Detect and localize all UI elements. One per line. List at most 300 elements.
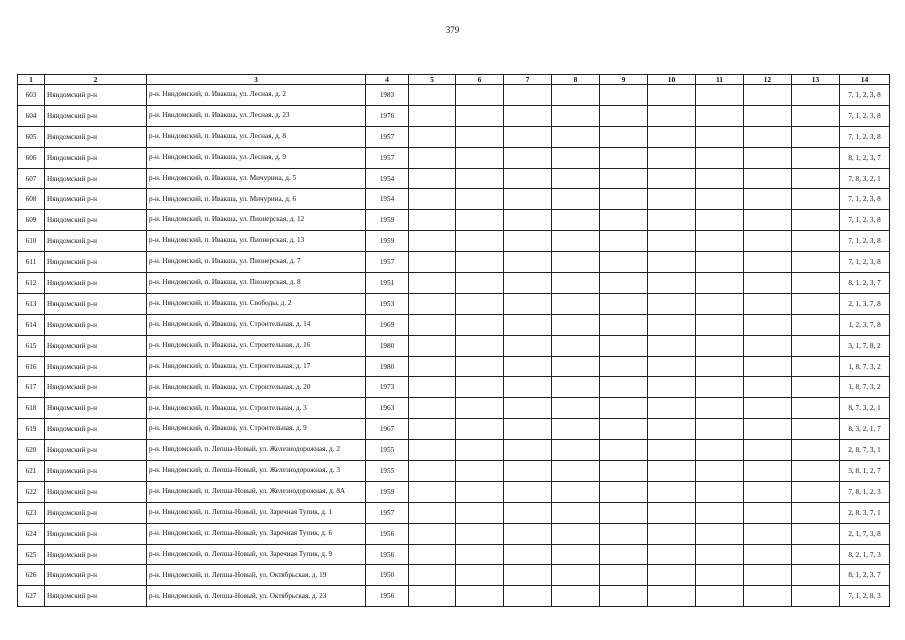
address-cell: р-н. Няндомский, п. Ивакша, ул. Лесная, д. 2 (147, 85, 366, 106)
table-body (18, 85, 890, 607)
empty-cell-col-9 (600, 544, 648, 565)
district-cell: Няндомский р-н (45, 544, 147, 565)
row-number: 604 (18, 105, 45, 126)
year-cell: 1959 (366, 210, 409, 231)
empty-cell-col-13 (792, 126, 840, 147)
empty-cell-col-7 (504, 419, 552, 440)
empty-cell-col-12 (744, 231, 792, 252)
empty-cell-col-7 (504, 544, 552, 565)
code-cell: 2, 1, 7, 3, 8 (840, 523, 890, 544)
empty-cell-col-12 (744, 419, 792, 440)
empty-cell-col-7 (504, 252, 552, 273)
empty-cell-col-11 (696, 481, 744, 502)
empty-cell-col-12 (744, 85, 792, 106)
empty-cell-col-9 (600, 481, 648, 502)
table-row (18, 565, 890, 586)
row-number: 620 (18, 440, 45, 461)
empty-cell-col-11 (696, 502, 744, 523)
empty-cell-col-10 (648, 461, 696, 482)
empty-cell-col-10 (648, 544, 696, 565)
code-cell: 7, 1, 2, 8, 3 (840, 586, 890, 607)
row-number: 618 (18, 398, 45, 419)
empty-cell-col-12 (744, 210, 792, 231)
year-cell: 1956 (366, 523, 409, 544)
district-cell: Няндомский р-н (45, 356, 147, 377)
empty-cell-col-13 (792, 293, 840, 314)
empty-cell-col-6 (456, 147, 504, 168)
empty-cell-col-11 (696, 147, 744, 168)
empty-cell-col-9 (600, 565, 648, 586)
year-cell: 1973 (366, 377, 409, 398)
address-cell: р-н. Няндомский, п. Ивакша, ул. Строительная, д. 3 (147, 398, 366, 419)
code-cell: 7, 1, 2, 3, 8 (840, 231, 890, 252)
empty-cell-col-7 (504, 85, 552, 106)
district-cell: Няндомский р-н (45, 231, 147, 252)
empty-cell-col-12 (744, 440, 792, 461)
district-cell: Няндомский р-н (45, 586, 147, 607)
code-cell: 8, 1, 2, 3, 7 (840, 565, 890, 586)
address-cell: р-н. Няндомский, п. Ивакша, ул. Лесная, д. 23 (147, 105, 366, 126)
address-cell: р-н. Няндомский, п. Лепша-Новый, ул. Железнодорожная, д. 3 (147, 461, 366, 482)
empty-cell-col-8 (552, 231, 600, 252)
empty-cell-col-8 (552, 189, 600, 210)
row-number: 621 (18, 461, 45, 482)
empty-cell-col-9 (600, 377, 648, 398)
district-cell: Няндомский р-н (45, 419, 147, 440)
empty-cell-col-6 (456, 273, 504, 294)
code-cell: 1, 8, 7, 3, 2 (840, 377, 890, 398)
empty-cell-col-8 (552, 544, 600, 565)
empty-cell-col-10 (648, 502, 696, 523)
empty-cell-col-13 (792, 189, 840, 210)
empty-cell-col-9 (600, 273, 648, 294)
empty-cell-col-10 (648, 440, 696, 461)
empty-cell-col-12 (744, 273, 792, 294)
year-cell: 1959 (366, 481, 409, 502)
empty-cell-col-12 (744, 502, 792, 523)
row-number: 607 (18, 168, 45, 189)
address-cell: р-н. Няндомский, п. Лепша-Новый, ул. Октябрьская, д. 19 (147, 565, 366, 586)
empty-cell-col-9 (600, 586, 648, 607)
empty-cell-col-5 (409, 189, 456, 210)
empty-cell-col-11 (696, 85, 744, 106)
empty-cell-col-5 (409, 126, 456, 147)
address-cell: р-н. Няндомский, п. Ивакша, ул. Пионерская, д. 13 (147, 231, 366, 252)
address-cell: р-н. Няндомский, п. Ивакша, ул. Мичурина, д. 5 (147, 168, 366, 189)
empty-cell-col-11 (696, 293, 744, 314)
district-cell: Няндомский р-н (45, 502, 147, 523)
empty-cell-col-6 (456, 210, 504, 231)
empty-cell-col-11 (696, 419, 744, 440)
address-cell: р-н. Няндомский, п. Ивакша, ул. Строительная, д. 16 (147, 335, 366, 356)
row-number: 612 (18, 273, 45, 294)
empty-cell-col-10 (648, 293, 696, 314)
empty-cell-col-11 (696, 377, 744, 398)
empty-cell-col-10 (648, 189, 696, 210)
empty-cell-col-10 (648, 377, 696, 398)
empty-cell-col-13 (792, 210, 840, 231)
empty-cell-col-6 (456, 231, 504, 252)
year-cell: 1969 (366, 314, 409, 335)
table-row (18, 523, 890, 544)
column-header-6: 6 (456, 75, 504, 85)
empty-cell-col-13 (792, 168, 840, 189)
empty-cell-col-7 (504, 440, 552, 461)
empty-cell-col-11 (696, 335, 744, 356)
empty-cell-col-5 (409, 168, 456, 189)
year-cell: 1976 (366, 105, 409, 126)
address-cell: р-н. Няндомский, п. Ивакша, ул. Строительная, д. 17 (147, 356, 366, 377)
empty-cell-col-11 (696, 565, 744, 586)
code-cell: 1, 8, 7, 3, 2 (840, 356, 890, 377)
address-cell: р-н. Няндомский, п. Ивакша, ул. Свободы, д. 2 (147, 293, 366, 314)
empty-cell-col-7 (504, 231, 552, 252)
column-header-11: 11 (696, 75, 744, 85)
table-row (18, 377, 890, 398)
address-cell: р-н. Няндомский, п. Лепша-Новый, ул. Октябрьская, д. 23 (147, 586, 366, 607)
empty-cell-col-5 (409, 502, 456, 523)
row-number: 619 (18, 419, 45, 440)
table-row (18, 273, 890, 294)
row-number: 611 (18, 252, 45, 273)
empty-cell-col-12 (744, 398, 792, 419)
empty-cell-col-10 (648, 419, 696, 440)
row-number: 610 (18, 231, 45, 252)
empty-cell-col-7 (504, 105, 552, 126)
code-cell: 7, 8, 3, 2, 1 (840, 168, 890, 189)
empty-cell-col-13 (792, 335, 840, 356)
empty-cell-col-11 (696, 105, 744, 126)
empty-cell-col-10 (648, 314, 696, 335)
empty-cell-col-13 (792, 440, 840, 461)
district-cell: Няндомский р-н (45, 85, 147, 106)
code-cell: 7, 1, 2, 3, 8 (840, 85, 890, 106)
empty-cell-col-9 (600, 502, 648, 523)
empty-cell-col-11 (696, 231, 744, 252)
empty-cell-col-13 (792, 502, 840, 523)
empty-cell-col-12 (744, 314, 792, 335)
empty-cell-col-5 (409, 231, 456, 252)
empty-cell-col-10 (648, 105, 696, 126)
empty-cell-col-13 (792, 147, 840, 168)
district-cell: Няндомский р-н (45, 252, 147, 273)
code-cell: 7, 1, 2, 3, 8 (840, 189, 890, 210)
empty-cell-col-12 (744, 377, 792, 398)
row-number: 625 (18, 544, 45, 565)
empty-cell-col-11 (696, 273, 744, 294)
empty-cell-col-10 (648, 210, 696, 231)
code-cell: 8, 3, 2, 1, 7 (840, 419, 890, 440)
empty-cell-col-6 (456, 398, 504, 419)
empty-cell-col-8 (552, 419, 600, 440)
district-cell: Няндомский р-н (45, 189, 147, 210)
address-cell: р-н. Няндомский, п. Лепша-Новый, ул. Заречная Тупик, д. 9 (147, 544, 366, 565)
table-row (18, 126, 890, 147)
empty-cell-col-7 (504, 461, 552, 482)
code-cell: 8, 1, 2, 3, 7 (840, 147, 890, 168)
empty-cell-col-10 (648, 85, 696, 106)
row-number: 615 (18, 335, 45, 356)
year-cell: 1980 (366, 335, 409, 356)
empty-cell-col-8 (552, 377, 600, 398)
empty-cell-col-5 (409, 586, 456, 607)
empty-cell-col-5 (409, 461, 456, 482)
table-row (18, 314, 890, 335)
empty-cell-col-11 (696, 189, 744, 210)
year-cell: 1956 (366, 586, 409, 607)
empty-cell-col-5 (409, 398, 456, 419)
code-cell: 2, 8, 3, 7, 1 (840, 502, 890, 523)
empty-cell-col-13 (792, 252, 840, 273)
code-cell: 3, 8, 1, 2, 7 (840, 461, 890, 482)
empty-cell-col-13 (792, 377, 840, 398)
column-header-5: 5 (409, 75, 456, 85)
code-cell: 7, 8, 1, 2, 3 (840, 481, 890, 502)
empty-cell-col-12 (744, 168, 792, 189)
table-row (18, 210, 890, 231)
column-header-2: 2 (45, 75, 147, 85)
empty-cell-col-6 (456, 440, 504, 461)
year-cell: 1959 (366, 231, 409, 252)
empty-cell-col-9 (600, 189, 648, 210)
row-number: 624 (18, 523, 45, 544)
empty-cell-col-6 (456, 293, 504, 314)
empty-cell-col-7 (504, 126, 552, 147)
empty-cell-col-6 (456, 586, 504, 607)
empty-cell-col-6 (456, 377, 504, 398)
empty-cell-col-5 (409, 252, 456, 273)
district-cell: Няндомский р-н (45, 398, 147, 419)
row-number: 627 (18, 586, 45, 607)
empty-cell-col-12 (744, 252, 792, 273)
empty-cell-col-10 (648, 586, 696, 607)
empty-cell-col-6 (456, 502, 504, 523)
empty-cell-col-5 (409, 293, 456, 314)
code-cell: 1, 2, 3, 7, 8 (840, 314, 890, 335)
empty-cell-col-13 (792, 523, 840, 544)
empty-cell-col-8 (552, 502, 600, 523)
empty-cell-col-6 (456, 419, 504, 440)
column-header-7: 7 (504, 75, 552, 85)
year-cell: 1957 (366, 126, 409, 147)
address-cell: р-н. Няндомский, п. Ивакша, ул. Строительная, д. 20 (147, 377, 366, 398)
empty-cell-col-9 (600, 85, 648, 106)
empty-cell-col-12 (744, 293, 792, 314)
empty-cell-col-10 (648, 398, 696, 419)
empty-cell-col-8 (552, 273, 600, 294)
empty-cell-col-7 (504, 147, 552, 168)
column-header-10: 10 (648, 75, 696, 85)
empty-cell-col-9 (600, 398, 648, 419)
empty-cell-col-10 (648, 126, 696, 147)
empty-cell-col-9 (600, 210, 648, 231)
table-row (18, 419, 890, 440)
table-row (18, 502, 890, 523)
empty-cell-col-13 (792, 356, 840, 377)
year-cell: 1955 (366, 440, 409, 461)
district-cell: Няндомский р-н (45, 147, 147, 168)
empty-cell-col-6 (456, 461, 504, 482)
empty-cell-col-5 (409, 377, 456, 398)
empty-cell-col-10 (648, 481, 696, 502)
address-cell: р-н. Няндомский, п. Ивакша, ул. Лесная, д. 8 (147, 126, 366, 147)
empty-cell-col-9 (600, 168, 648, 189)
column-header-4: 4 (366, 75, 409, 85)
code-cell: 8, 1, 2, 3, 7 (840, 273, 890, 294)
empty-cell-col-13 (792, 586, 840, 607)
empty-cell-col-9 (600, 314, 648, 335)
address-cell: р-н. Няндомский, п. Ивакша, ул. Пионерская, д. 12 (147, 210, 366, 231)
table-row (18, 252, 890, 273)
district-cell: Няндомский р-н (45, 293, 147, 314)
empty-cell-col-11 (696, 398, 744, 419)
empty-cell-col-5 (409, 314, 456, 335)
column-header-1: 1 (18, 75, 45, 85)
district-cell: Няндомский р-н (45, 523, 147, 544)
empty-cell-col-11 (696, 440, 744, 461)
table-row (18, 293, 890, 314)
empty-cell-col-9 (600, 335, 648, 356)
page-number: 379 (445, 25, 460, 35)
table-row (18, 105, 890, 126)
empty-cell-col-5 (409, 440, 456, 461)
empty-cell-col-7 (504, 273, 552, 294)
district-cell: Няндомский р-н (45, 105, 147, 126)
year-cell: 1983 (366, 85, 409, 106)
empty-cell-col-9 (600, 252, 648, 273)
empty-cell-col-13 (792, 314, 840, 335)
empty-cell-col-8 (552, 252, 600, 273)
year-cell: 1954 (366, 189, 409, 210)
empty-cell-col-8 (552, 461, 600, 482)
empty-cell-col-5 (409, 544, 456, 565)
empty-cell-col-5 (409, 273, 456, 294)
year-cell: 1957 (366, 147, 409, 168)
empty-cell-col-11 (696, 586, 744, 607)
table-row (18, 481, 890, 502)
empty-cell-col-5 (409, 481, 456, 502)
empty-cell-col-7 (504, 377, 552, 398)
empty-cell-col-8 (552, 565, 600, 586)
empty-cell-col-10 (648, 565, 696, 586)
address-cell: р-н. Няндомский, п. Лепша-Новый, ул. Заречная Тупик, д. 6 (147, 523, 366, 544)
empty-cell-col-9 (600, 231, 648, 252)
empty-cell-col-12 (744, 126, 792, 147)
empty-cell-col-8 (552, 440, 600, 461)
address-cell: р-н. Няндомский, п. Ивакша, ул. Лесная, д. 9 (147, 147, 366, 168)
empty-cell-col-8 (552, 293, 600, 314)
table-row (18, 231, 890, 252)
empty-cell-col-12 (744, 481, 792, 502)
empty-cell-col-8 (552, 314, 600, 335)
district-cell: Няндомский р-н (45, 461, 147, 482)
row-number: 613 (18, 293, 45, 314)
empty-cell-col-6 (456, 335, 504, 356)
year-cell: 1954 (366, 168, 409, 189)
empty-cell-col-6 (456, 85, 504, 106)
empty-cell-col-10 (648, 231, 696, 252)
empty-cell-col-13 (792, 419, 840, 440)
row-number: 608 (18, 189, 45, 210)
address-cell: р-н. Няндомский, п. Лепша-Новый, ул. Заречная Тупик, д. 1 (147, 502, 366, 523)
empty-cell-col-6 (456, 481, 504, 502)
district-cell: Няндомский р-н (45, 440, 147, 461)
empty-cell-col-12 (744, 544, 792, 565)
empty-cell-col-13 (792, 85, 840, 106)
empty-cell-col-12 (744, 565, 792, 586)
empty-cell-col-8 (552, 105, 600, 126)
year-cell: 1957 (366, 502, 409, 523)
empty-cell-col-5 (409, 523, 456, 544)
empty-cell-col-8 (552, 586, 600, 607)
row-number: 626 (18, 565, 45, 586)
empty-cell-col-12 (744, 147, 792, 168)
district-cell: Няндомский р-н (45, 126, 147, 147)
empty-cell-col-5 (409, 335, 456, 356)
empty-cell-col-7 (504, 586, 552, 607)
empty-cell-col-5 (409, 419, 456, 440)
empty-cell-col-6 (456, 168, 504, 189)
column-header-12: 12 (744, 75, 792, 85)
table-row (18, 586, 890, 607)
empty-cell-col-5 (409, 356, 456, 377)
row-number: 603 (18, 85, 45, 106)
empty-cell-col-10 (648, 252, 696, 273)
column-header-3: 3 (147, 75, 366, 85)
code-cell: 7, 1, 2, 3, 8 (840, 126, 890, 147)
code-cell: 8, 7, 3, 2, 1 (840, 398, 890, 419)
empty-cell-col-9 (600, 147, 648, 168)
table-row (18, 189, 890, 210)
empty-cell-col-5 (409, 85, 456, 106)
year-cell: 1955 (366, 461, 409, 482)
empty-cell-col-7 (504, 398, 552, 419)
empty-cell-col-7 (504, 335, 552, 356)
row-number: 616 (18, 356, 45, 377)
empty-cell-col-11 (696, 314, 744, 335)
empty-cell-col-9 (600, 126, 648, 147)
empty-cell-col-6 (456, 356, 504, 377)
row-number: 622 (18, 481, 45, 502)
year-cell: 1963 (366, 398, 409, 419)
column-header-8: 8 (552, 75, 600, 85)
address-cell: р-н. Няндомский, п. Лепша-Новый, ул. Железнодорожная, д. 2 (147, 440, 366, 461)
empty-cell-col-7 (504, 189, 552, 210)
table-row (18, 147, 890, 168)
table-row (18, 544, 890, 565)
empty-cell-col-6 (456, 565, 504, 586)
empty-cell-col-11 (696, 168, 744, 189)
empty-cell-col-13 (792, 481, 840, 502)
empty-cell-col-5 (409, 565, 456, 586)
empty-cell-col-9 (600, 523, 648, 544)
empty-cell-col-9 (600, 356, 648, 377)
empty-cell-col-9 (600, 440, 648, 461)
empty-cell-col-7 (504, 210, 552, 231)
empty-cell-col-13 (792, 565, 840, 586)
empty-cell-col-13 (792, 398, 840, 419)
empty-cell-col-6 (456, 105, 504, 126)
empty-cell-col-10 (648, 147, 696, 168)
row-number: 606 (18, 147, 45, 168)
empty-cell-col-5 (409, 147, 456, 168)
empty-cell-col-7 (504, 314, 552, 335)
empty-cell-col-8 (552, 356, 600, 377)
empty-cell-col-13 (792, 544, 840, 565)
empty-cell-col-8 (552, 147, 600, 168)
column-header-14: 14 (840, 75, 890, 85)
empty-cell-col-9 (600, 105, 648, 126)
